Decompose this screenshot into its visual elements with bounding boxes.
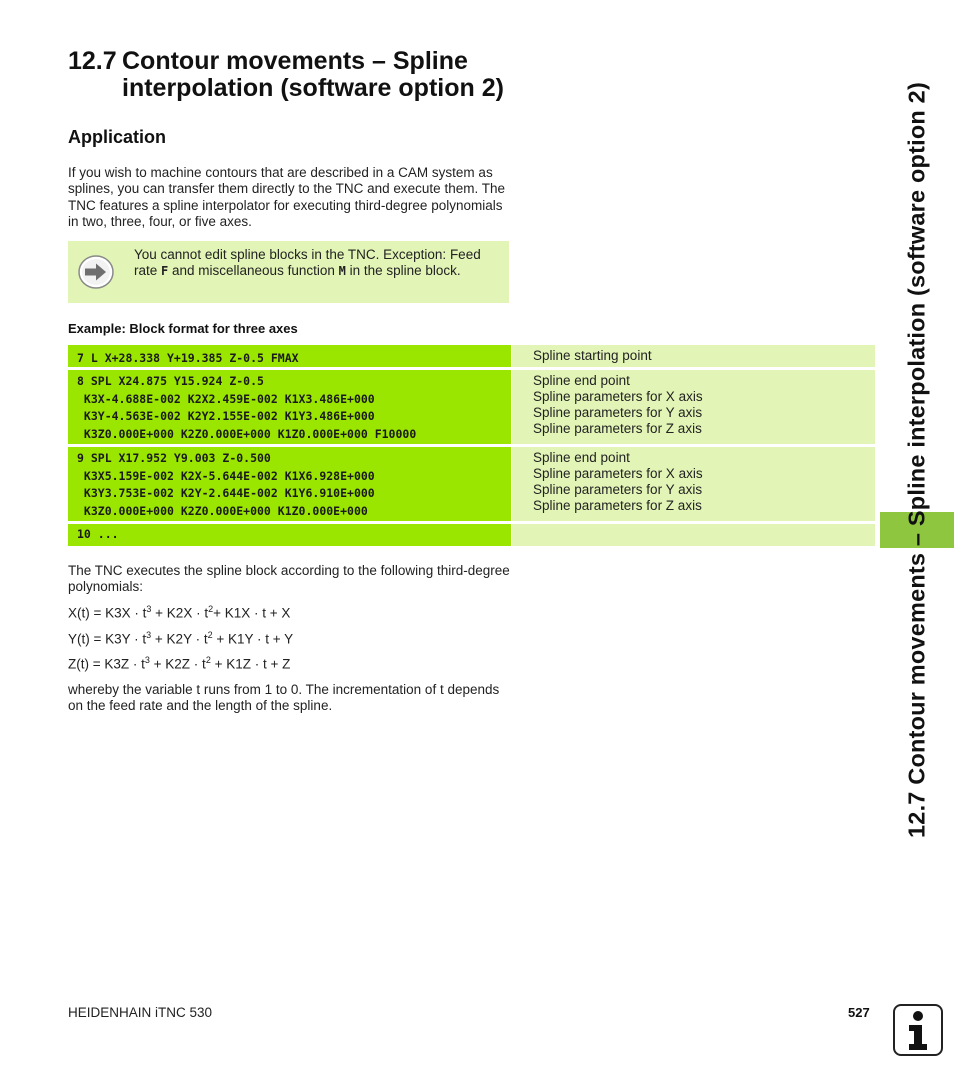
desc-cell xyxy=(512,370,875,444)
title-text: Contour movements – Spline interpolation (software option 2) xyxy=(122,47,504,102)
code-cell xyxy=(68,524,511,546)
sidebar-chapter-title: 12.7 Contour movements – Spline interpolation (software option 2) xyxy=(903,82,930,838)
formula-y xyxy=(68,630,293,647)
desc-cell xyxy=(512,447,875,521)
code-line: K3Y-4.563E-002 K2Y2.155E-002 K1Y3.486E+000 xyxy=(77,409,375,423)
desc-line: Spline end point xyxy=(533,450,630,465)
desc-line: Spline parameters for Y axis xyxy=(533,405,703,420)
code-line: 9 SPL X17.952 Y9.003 Z-0.500 xyxy=(77,451,271,465)
code-line: 10 ... xyxy=(77,527,119,541)
formula-part: Z(t) = K3Z · t xyxy=(68,656,145,672)
formula-part: + K2X · t xyxy=(151,605,209,621)
code-line: 8 SPL X24.875 Y15.924 Z-0.5 xyxy=(77,374,264,388)
note-text-part: in the spline block. xyxy=(345,263,461,279)
footer-product: HEIDENHAIN iTNC 530 xyxy=(68,1005,213,1020)
desc-line: Spline starting point xyxy=(533,348,652,363)
formula-z xyxy=(68,655,290,672)
formula-exponent: 2 xyxy=(207,630,213,640)
desc-line: Spline parameters for Z axis xyxy=(533,421,702,436)
note-box xyxy=(68,241,509,303)
formula-part: Y(t) = K3Y · t xyxy=(68,631,147,647)
execution-paragraph: The TNC executes the spline block according to the following third-degree polynomials: xyxy=(68,563,510,595)
code-line: K3Y3.753E-002 K2Y-2.644E-002 K1Y6.910E+000 xyxy=(77,486,375,500)
example-row xyxy=(68,345,875,367)
desc-line: Spline parameters for X axis xyxy=(533,389,703,404)
info-glyph xyxy=(895,1006,941,1054)
note-text-part: You cannot edit spline blocks in the TNC. Exception: Feed rate xyxy=(134,247,481,279)
code-cell xyxy=(68,370,511,444)
formula-exponent: 3 xyxy=(146,630,152,640)
formula-part: + K1X · t + X xyxy=(213,605,291,621)
code-line: 7 L X+28.338 Y+19.385 Z-0.5 FMAX xyxy=(77,351,299,365)
info-icon xyxy=(893,1004,943,1056)
desc-line: Spline end point xyxy=(533,373,630,388)
example-row xyxy=(68,370,875,444)
formula-exponent: 2 xyxy=(205,655,211,665)
title-number: 12.7 xyxy=(68,47,117,75)
formula-exponent: 2 xyxy=(208,604,214,614)
desc-line: Spline parameters for X axis xyxy=(533,466,703,481)
desc-cell xyxy=(512,524,875,546)
example-row xyxy=(68,447,875,521)
example-row xyxy=(68,524,875,546)
desc-cell xyxy=(512,345,875,367)
desc-line: Spline parameters for Y axis xyxy=(533,482,703,497)
formula-exponent: 3 xyxy=(144,655,150,665)
formula-part: X(t) = K3X · t xyxy=(68,605,147,621)
code-line: K3X-4.688E-002 K2X2.459E-002 K1X3.486E+000 xyxy=(77,391,375,406)
variable-paragraph: whereby the variable t runs from 1 to 0. The incrementation of t depends on the feed rate and the length of the spline. xyxy=(68,682,500,714)
arrow-right-icon xyxy=(78,255,114,289)
page-number: 527 xyxy=(848,1005,870,1020)
intro-paragraph: If you wish to machine contours that are described in a CAM system as splines, you can transfer them directly to the TNC and execute them. The TNC features a spline interpolator for executing third-degree polynomials in two, three, four, or five axes. xyxy=(68,165,505,229)
code-line: K3X5.159E-002 K2X-5.644E-002 K1X6.928E+000 xyxy=(77,468,375,483)
formula-x xyxy=(68,604,290,621)
formula-part: + K2Z · t xyxy=(149,656,206,672)
code-line: K3Z0.000E+000 K2Z0.000E+000 K1Z0.000E+000 F10000 xyxy=(77,426,417,441)
note-text xyxy=(134,247,504,280)
code-line: K3Z0.000E+000 K2Z0.000E+000 K1Z0.000E+000 xyxy=(77,503,368,518)
code-cell xyxy=(68,345,511,367)
section-heading: Application xyxy=(68,127,166,147)
formula-part: + K1Y · t + Y xyxy=(212,631,294,647)
note-code-m: M xyxy=(338,264,346,279)
formula-exponent: 3 xyxy=(146,604,152,614)
example-heading: Example: Block format for three axes xyxy=(68,321,298,336)
note-text-part: and miscellaneous function xyxy=(168,263,339,279)
formula-part: + K1Z · t + Z xyxy=(210,656,291,672)
formula-part: + K2Y · t xyxy=(151,631,208,647)
desc-line: Spline parameters for Z axis xyxy=(533,498,702,513)
code-cell xyxy=(68,447,511,521)
note-code-f: F xyxy=(161,264,169,279)
